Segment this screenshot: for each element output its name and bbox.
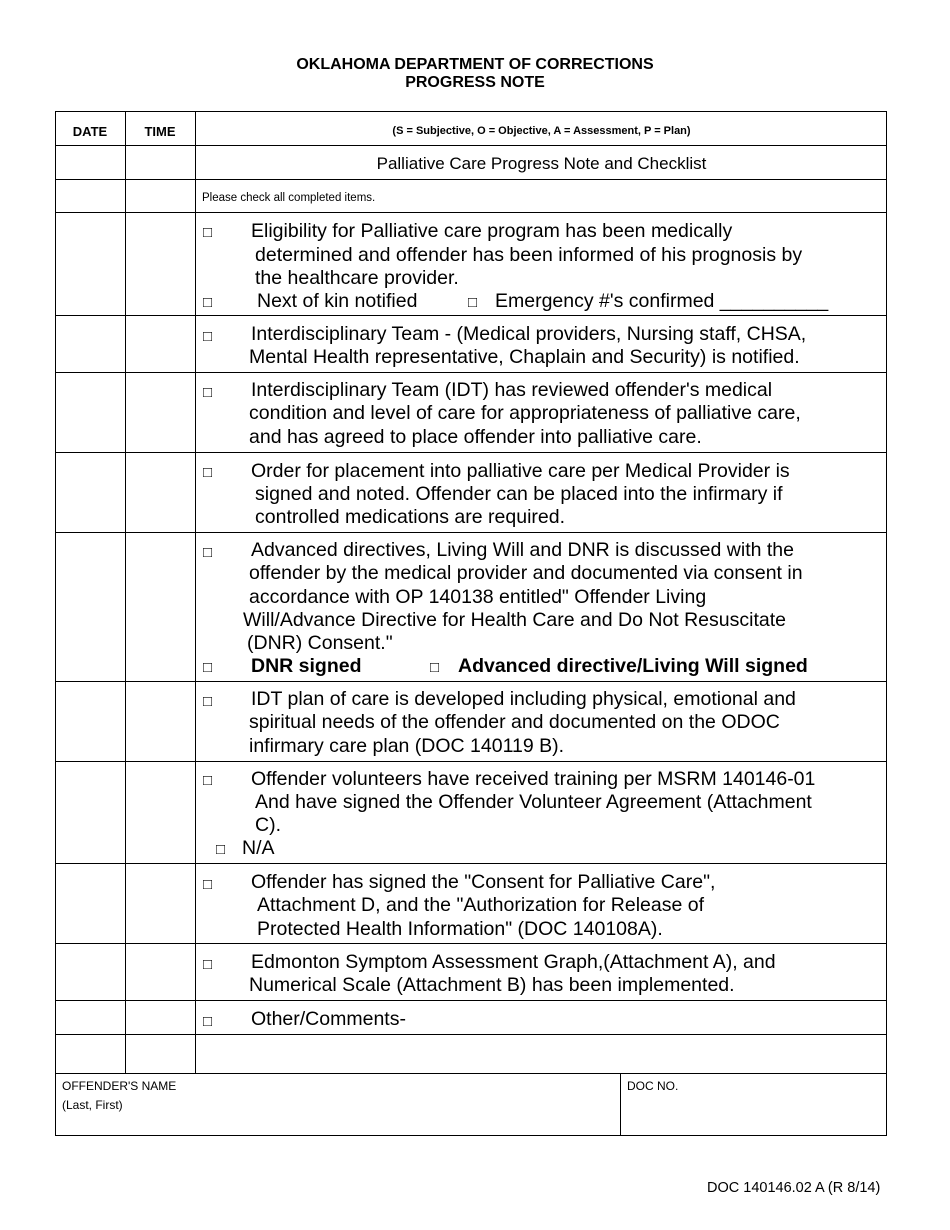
next-of-kin-label: Next of kin notified <box>257 290 418 312</box>
page-title-line2: PROGRESS NOTE <box>405 74 545 91</box>
item-line: Offender volunteers have received training per MSRM 140146-01 <box>251 768 816 790</box>
item-line: offender by the medical provider and documented via consent in <box>249 562 803 584</box>
comments-entry-cell[interactable] <box>196 1035 887 1073</box>
item-line: Will/Advance Directive for Health Care and Do Not Resuscitate <box>243 609 786 631</box>
item-line: Protected Health Information" (DOC 140108A). <box>257 918 663 940</box>
item-line: IDT plan of care is developed including physical, emotional and <box>251 688 796 710</box>
item-line: Other/Comments- <box>251 1008 406 1030</box>
dnr-signed-label: DNR signed <box>251 655 362 677</box>
offender-name-sublabel: (Last, First) <box>62 1098 123 1112</box>
item-line: Mental Health representative, Chaplain and Security) is notified. <box>249 346 800 368</box>
checkbox-emergency[interactable]: □ <box>468 294 478 311</box>
checkbox-dnr-signed[interactable]: □ <box>203 659 213 676</box>
checkbox[interactable]: □ <box>203 956 213 973</box>
item-line: Order for placement into palliative care per Medical Provider is <box>251 460 790 482</box>
date-column-header: DATE <box>72 124 108 139</box>
checkbox-na[interactable]: □ <box>216 841 226 858</box>
checkbox[interactable]: □ <box>203 464 213 481</box>
item-line: condition and level of care for appropriateness of palliative care, <box>249 402 801 424</box>
checkbox[interactable]: □ <box>203 224 213 241</box>
item-line: Interdisciplinary Team (IDT) has reviewed offender's medical <box>251 379 773 401</box>
form-number: DOC 140146.02 A (R 8/14) <box>707 1180 881 1196</box>
item-line: and has agreed to place offender into palliative care. <box>249 426 702 448</box>
checkbox[interactable]: □ <box>203 544 213 561</box>
item-line: Interdisciplinary Team - (Medical providers, Nursing staff, CHSA, <box>251 323 807 345</box>
soap-legend: (S = Subjective, O = Objective, A = Assessment, P = Plan) <box>392 125 691 137</box>
item-line: And have signed the Offender Volunteer Agreement (Attachment <box>255 791 812 813</box>
item-line: Attachment D, and the "Authorization for Release of <box>257 894 705 916</box>
checkbox[interactable]: □ <box>203 693 213 710</box>
checkbox-next-of-kin[interactable]: □ <box>203 294 213 311</box>
item-line: Offender has signed the "Consent for Palliative Care", <box>251 871 716 893</box>
item-line: (DNR) Consent." <box>247 632 393 654</box>
item-line: spiritual needs of the offender and documented on the ODOC <box>249 711 780 733</box>
checkbox[interactable]: □ <box>203 1013 213 1030</box>
instructions: Please check all completed items. <box>202 192 376 204</box>
doc-no-field[interactable] <box>622 1098 885 1134</box>
item-line: Numerical Scale (Attachment B) has been implemented. <box>249 974 735 996</box>
item-line: C). <box>255 814 281 836</box>
item-line: signed and noted. Offender can be placed into the infirmary if <box>255 483 783 505</box>
doc-no-label: DOC NO. <box>627 1079 679 1093</box>
form-title: Palliative Care Progress Note and Checklist <box>376 154 707 173</box>
page-title-line1: OKLAHOMA DEPARTMENT OF CORRECTIONS <box>296 56 654 73</box>
time-column-header: TIME <box>144 124 176 139</box>
item-line: Advanced directives, Living Will and DNR is discussed with the <box>251 539 794 561</box>
emergency-confirmed-label: Emergency #'s confirmed __________ <box>495 290 829 312</box>
item-line: determined and offender has been informed of his prognosis by <box>255 244 803 266</box>
item-line: accordance with OP 140138 entitled" Offender Living <box>249 586 707 608</box>
item-line: controlled medications are required. <box>255 506 566 528</box>
checkbox-advanced-directive[interactable]: □ <box>430 659 440 676</box>
offender-name-field[interactable] <box>56 1116 619 1134</box>
offender-name-label: OFFENDER'S NAME <box>62 1079 177 1093</box>
na-label: N/A <box>242 837 275 859</box>
checkbox[interactable]: □ <box>203 772 213 789</box>
advanced-directive-label: Advanced directive/Living Will signed <box>458 655 808 677</box>
item-line: Eligibility for Palliative care program has been medically <box>251 220 733 242</box>
item-line: infirmary care plan (DOC 140119 B). <box>249 735 565 757</box>
item-line: the healthcare provider. <box>255 267 459 289</box>
checkbox[interactable]: □ <box>203 384 213 401</box>
checkbox[interactable]: □ <box>203 328 213 345</box>
item-line: Edmonton Symptom Assessment Graph,(Attachment A), and <box>251 951 776 973</box>
checkbox[interactable]: □ <box>203 876 213 893</box>
